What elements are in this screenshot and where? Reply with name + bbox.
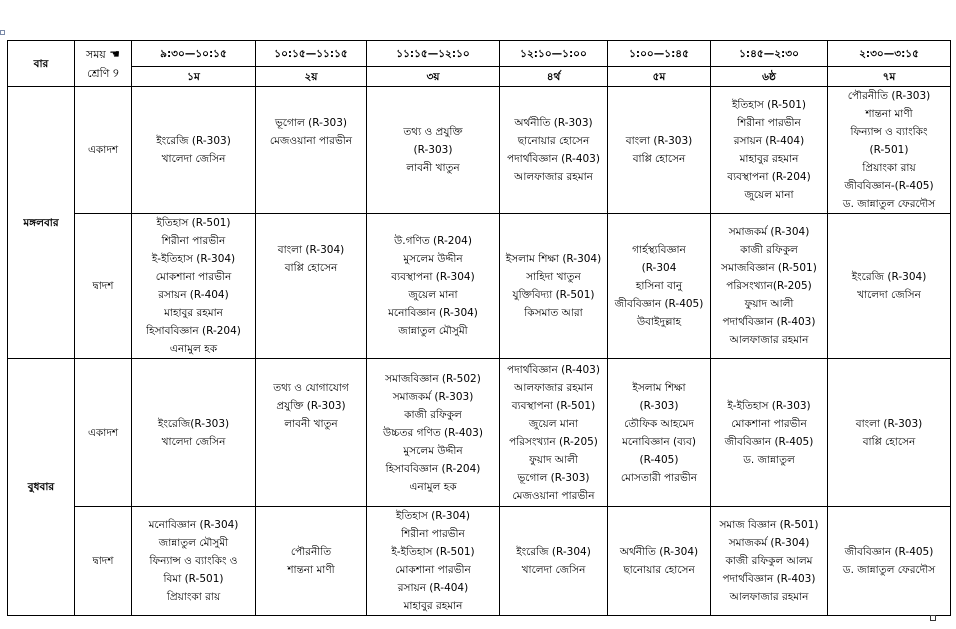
cell-line: মাহাবুর রহমান bbox=[164, 307, 223, 319]
cell-line: সমাজ বিজ্ঞান (R-501) bbox=[719, 519, 819, 531]
cell-line: ই-ইতিহাস (R-303) bbox=[727, 399, 811, 412]
cell-line: সমাজকর্ম (R-304) bbox=[728, 537, 810, 549]
cell-line: ফুয়াদ আলী bbox=[744, 298, 794, 310]
cell-line: শান্তনা মাণী bbox=[865, 108, 913, 120]
schedule-cell bbox=[367, 214, 500, 359]
page-corner-marker bbox=[0, 30, 5, 35]
cell-line: হিসাববিজ্ঞান (R-204) bbox=[385, 462, 481, 475]
cell-line: লাবনী খাতুন bbox=[406, 162, 460, 174]
schedule-cell bbox=[828, 214, 951, 359]
schedule-cell bbox=[711, 507, 828, 616]
cell-line: প্রিয়াংকা রায় bbox=[862, 162, 916, 174]
class-eleven: একাদশ bbox=[75, 359, 132, 507]
cell-line: ব্যবস্থাপনা (R-501) bbox=[511, 399, 596, 412]
table-resize-handle[interactable] bbox=[930, 615, 936, 621]
cell-line: আলফাজার রহমান bbox=[729, 591, 809, 603]
cell-line: বাংলা (R-303) bbox=[625, 135, 693, 147]
cell-line: মুসলেম উদ্দীন bbox=[403, 444, 463, 457]
cell-line: পৌরনীতি (R-303) bbox=[847, 90, 931, 102]
cell-line: মনোবিজ্ঞান (R-304) bbox=[148, 519, 239, 531]
cell-line: কাজী রফিকুল আলম bbox=[725, 555, 813, 567]
cell-line: কাজী রফিকুল bbox=[740, 244, 798, 256]
cell-line bbox=[258, 277, 364, 295]
cell-line: জুয়েল মানা bbox=[744, 189, 794, 201]
cell-line: পদার্থবিজ্ঞান (R-403) bbox=[722, 573, 816, 585]
cell-line: খালেদা জেসিন bbox=[161, 435, 226, 448]
cell-line: এনামুল হক bbox=[169, 343, 218, 355]
cell-line: (R-303) bbox=[639, 399, 679, 412]
time-slot-header: ১২:১০—১:০০ bbox=[500, 41, 608, 67]
cell-line: ইসলাম শিক্ষা bbox=[632, 381, 686, 394]
cell-line: (R-501) bbox=[869, 144, 909, 156]
cell-line: ড. জান্নাতুল bbox=[743, 453, 795, 466]
time-class-corner-header bbox=[75, 41, 132, 87]
cell-line: সমাজকর্ম (R-303) bbox=[392, 390, 474, 403]
cell-line bbox=[258, 168, 364, 186]
schedule-cell bbox=[711, 87, 828, 214]
time-slot-header: ১:০০—১:৪৫ bbox=[608, 41, 711, 67]
cell-line: ইংরেজি(R-303) bbox=[157, 417, 230, 430]
cell-line: আলফাজার রহমান bbox=[514, 171, 593, 183]
cell-line: মনোবিজ্ঞান (ব্যব) bbox=[622, 435, 696, 448]
cell-line: বাপ্পি হোসেন bbox=[632, 153, 686, 165]
cell-line: মাহাবুর রহমান bbox=[403, 600, 463, 612]
cell-line: কাজী রফিকুল bbox=[404, 408, 462, 421]
cell-line: ইংরেজি (R-304) bbox=[516, 546, 591, 558]
cell-line: মেজওয়ানা পারভীন bbox=[269, 135, 353, 147]
cell-line: উচ্চতর গণিত (R-403) bbox=[383, 426, 483, 439]
cell-line: ভূগোল (R-303) bbox=[517, 471, 590, 484]
schedule-cell bbox=[256, 507, 367, 616]
cell-line: ব্যবস্থাপনা (R-204) bbox=[727, 171, 811, 183]
schedule-cell bbox=[256, 87, 367, 214]
cell-line: পদার্থবিজ্ঞান (R-403) bbox=[722, 316, 816, 328]
time-slot-header: ১১:১৫—১২:১০ bbox=[367, 41, 500, 67]
cell-line: বিমা (R-501) bbox=[163, 573, 224, 585]
cell-line: প্রিয়াংকা রায় bbox=[166, 591, 221, 603]
cell-line: আলফাজার রহমান bbox=[729, 334, 809, 346]
cell-line: ফিন্যান্স ও ব্যাংকিং ও bbox=[149, 555, 238, 567]
cell-line: সমাজবিজ্ঞান (R-502) bbox=[385, 372, 481, 385]
time-slot-header: ১০:১৫—১১:১৫ bbox=[256, 41, 367, 67]
schedule-cell bbox=[256, 214, 367, 359]
schedule-cell bbox=[500, 87, 608, 214]
cell-line bbox=[258, 451, 364, 469]
class-twelve: দ্বাদশ bbox=[75, 507, 132, 616]
schedule-cell bbox=[367, 359, 500, 507]
cell-line: জীববিজ্ঞান (R-405) bbox=[614, 298, 704, 310]
cell-line: এনামুল হক bbox=[409, 480, 457, 493]
period-number-header: ৫ম bbox=[608, 67, 711, 87]
class-eleven: একাদশ bbox=[75, 87, 132, 214]
time-slot-header: ১:৪৫—২:৩০ bbox=[711, 41, 828, 67]
cell-line: মোসতারী পারভীন bbox=[620, 471, 698, 484]
schedule-cell bbox=[367, 507, 500, 616]
cell-line: (R-405) bbox=[639, 453, 679, 466]
cell-line: হাসিনা বানু bbox=[635, 280, 683, 292]
cell-line: খালেদা জেসিন bbox=[857, 289, 921, 301]
schedule-cell bbox=[367, 87, 500, 214]
cell-line: রসায়ন (R-404) bbox=[397, 582, 469, 594]
cell-line: কিসমাত আরা bbox=[524, 307, 583, 319]
time-slot-header: ৯:৩০—১০:১৫ bbox=[132, 41, 256, 67]
cell-line: ইতিহাস (R-304) bbox=[395, 510, 471, 522]
cell-line: মোকশানা পারভীন bbox=[731, 417, 807, 430]
schedule-cell bbox=[711, 214, 828, 359]
schedule-cell bbox=[608, 507, 711, 616]
cell-line: মনোবিজ্ঞান (R-304) bbox=[388, 307, 478, 319]
cell-line: ইসলাম শিক্ষা (R-304) bbox=[505, 253, 602, 265]
cell-line: মেজওয়ানা পারভীন bbox=[512, 489, 595, 502]
day-tuesday: মঙ্গলবার bbox=[8, 87, 75, 359]
cell-line: উবাইদুল্লাহ bbox=[636, 316, 682, 328]
schedule-cell bbox=[828, 87, 951, 214]
cell-line bbox=[258, 150, 364, 168]
cell-line bbox=[258, 469, 364, 487]
cell-line: অর্থনীতি (R-304) bbox=[619, 546, 699, 558]
cell-line: জীববিজ্ঞান (R-405) bbox=[724, 435, 814, 448]
class-twelve: দ্বাদশ bbox=[75, 214, 132, 359]
schedule-cell bbox=[132, 359, 256, 507]
period-number-header: ১ম bbox=[132, 67, 256, 87]
day-wednesday: বুধবার bbox=[8, 359, 75, 616]
schedule-cell bbox=[608, 359, 711, 507]
cell-line bbox=[258, 313, 364, 331]
routine-row-wednesday-twelve bbox=[8, 507, 951, 616]
cell-line: জুয়েল মানা bbox=[528, 417, 579, 430]
schedule-cell bbox=[828, 359, 951, 507]
schedule-cell bbox=[500, 214, 608, 359]
cell-line: গার্হস্থ্যবিজ্ঞান bbox=[632, 244, 686, 256]
cell-line: তথ্য ও প্রযুক্তি bbox=[403, 126, 463, 138]
cell-line: শান্তনা মাণী bbox=[287, 564, 335, 576]
cell-line: মাহাবুর রহমান bbox=[739, 153, 799, 165]
cell-line: বাপ্পি হোসেন bbox=[284, 262, 338, 274]
cell-line: যুক্তিবিদ্যা (R-501) bbox=[512, 289, 595, 301]
cell-line: পৌরনীতি bbox=[290, 546, 332, 558]
schedule-cell bbox=[608, 87, 711, 214]
cell-line: ফিন্যান্স ও ব্যাংকিং bbox=[850, 126, 928, 138]
schedule-cell bbox=[500, 507, 608, 616]
schedule-cell bbox=[132, 87, 256, 214]
schedule-cell bbox=[256, 359, 367, 507]
routine-row-wednesday-eleven bbox=[8, 359, 951, 507]
cell-line: ইতিহাস (R-501) bbox=[731, 99, 807, 111]
routine-row-tuesday-twelve bbox=[8, 214, 951, 359]
schedule-cell bbox=[828, 507, 951, 616]
cell-line: পদার্থবিজ্ঞান (R-403) bbox=[507, 153, 600, 165]
schedule-cell bbox=[608, 214, 711, 359]
cell-line: সমাজকর্ম (R-304) bbox=[728, 226, 810, 238]
cell-line: জান্নাতুল মৌসুমী bbox=[158, 537, 229, 549]
cell-line: মোকশানা পারভীন bbox=[395, 564, 471, 576]
cell-line: শিরীনা পারভীন bbox=[401, 528, 465, 540]
cell-line: ইংরেজি (R-304) bbox=[851, 271, 927, 283]
routine-row-tuesday-eleven bbox=[8, 87, 951, 214]
cell-line: আলফাজার রহমান bbox=[514, 381, 593, 394]
cell-line: সমাজবিজ্ঞান (R-501) bbox=[721, 262, 817, 274]
cell-line: শিরীনা পারভীন bbox=[737, 117, 801, 129]
cell-line: ড. জান্নাতুল ফেরদৌস bbox=[842, 198, 936, 210]
cell-line: রসায়ন (R-404) bbox=[158, 289, 229, 301]
cell-line: জীববিজ্ঞান-(R-405) bbox=[844, 180, 934, 192]
cell-line: পরিসংখ্যান (R-205) bbox=[509, 435, 598, 448]
cell-line: ছানোয়ার হোসেন bbox=[623, 564, 695, 576]
cell-line: লাবনী খাতুন bbox=[284, 417, 338, 430]
cell-line: ফুয়াদ আলী bbox=[529, 453, 578, 466]
period-number-header: ৬ষ্ঠ bbox=[711, 67, 828, 87]
cell-line: তথ্য ও যোগাযোগ bbox=[273, 381, 349, 394]
pointing-hand-icon: ☚ bbox=[109, 46, 121, 61]
period-number-header: ৭ম bbox=[828, 67, 951, 87]
cell-line: মোকশানা পারভীন bbox=[155, 271, 232, 283]
schedule-cell bbox=[132, 214, 256, 359]
cell-line: শিরীনা পারভীন bbox=[161, 235, 226, 247]
cell-line: উ.গণিত (R-204) bbox=[394, 235, 472, 247]
time-slot-header: ২:৩০—৩:১৫ bbox=[828, 41, 951, 67]
cell-line: (R-304 bbox=[641, 262, 677, 274]
cell-line bbox=[258, 433, 364, 451]
cell-line: তৌফিক আহমেদ bbox=[624, 417, 694, 430]
cell-line: ইংরেজি (R-303) bbox=[156, 135, 231, 147]
period-number-header: ৩য় bbox=[367, 67, 500, 87]
cell-line: অর্থনীতি (R-303) bbox=[514, 117, 593, 129]
cell-line: ভূগোল (R-303) bbox=[274, 117, 348, 129]
cell-line: বাপ্পি হোসেন bbox=[862, 435, 916, 448]
cell-line: ব্যবস্থাপনা (R-304) bbox=[391, 271, 475, 283]
cell-line: জুয়েল মানা bbox=[408, 289, 458, 301]
schedule-cell bbox=[711, 359, 828, 507]
day-column-header: বার bbox=[8, 41, 75, 87]
corner-class-label: শ্রেণি bbox=[87, 66, 110, 80]
cell-line: রসায়ন (R-404) bbox=[733, 135, 805, 147]
cell-line: ইতিহাস (R-501) bbox=[156, 217, 231, 229]
cell-line: বাংলা (R-303) bbox=[855, 417, 923, 430]
curl-symbol-icon: ୨ bbox=[112, 65, 119, 80]
cell-line bbox=[258, 295, 364, 313]
cell-line: (R-303) bbox=[413, 144, 453, 156]
schedule-cell bbox=[500, 359, 608, 507]
cell-line: জান্নাতুল মৌসুমী bbox=[398, 325, 468, 337]
cell-line: বাংলা (R-304) bbox=[277, 244, 345, 256]
cell-line: খালেদা জেসিন bbox=[521, 564, 586, 576]
corner-time-label: সময় bbox=[85, 47, 106, 61]
cell-line: জীববিজ্ঞান (R-405) bbox=[844, 546, 934, 558]
cell-line: ই-ইতিহাস (R-501) bbox=[391, 546, 475, 558]
cell-line: ড. জান্নাতুল ফেরদৌস bbox=[842, 564, 936, 576]
cell-line: পদার্থবিজ্ঞান (R-403) bbox=[507, 363, 600, 376]
cell-line: সাহিদা খাতুন bbox=[526, 271, 581, 283]
cell-line: ই-ইতিহাস (R-304) bbox=[151, 253, 236, 265]
schedule-cell bbox=[132, 507, 256, 616]
cell-line: হিসাববিজ্ঞান (R-204) bbox=[146, 325, 241, 337]
cell-line: ছানোয়ার হোসেন bbox=[517, 135, 590, 147]
cell-line: খালেদা জেসিন bbox=[161, 153, 226, 165]
period-number-header: ২য় bbox=[256, 67, 367, 87]
period-number-header: ৪র্থ bbox=[500, 67, 608, 87]
class-routine-table bbox=[7, 40, 951, 616]
cell-line: মুসলেম উদ্দীন bbox=[403, 253, 463, 265]
cell-line: প্রযুক্তি (R-303) bbox=[276, 399, 346, 412]
cell-line: পরিসংখ্যান(R-205) bbox=[726, 280, 812, 292]
